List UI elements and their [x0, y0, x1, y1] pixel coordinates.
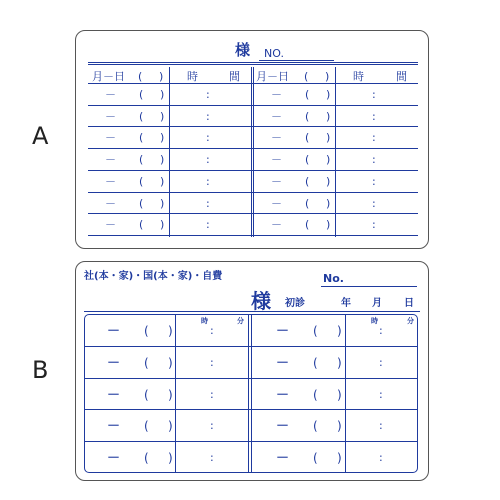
row-colon-2: :: [379, 355, 383, 369]
row-divider: [84, 409, 418, 410]
center-divider-2: [253, 67, 254, 237]
row-dash: －: [105, 174, 116, 188]
row-dash: －: [105, 88, 116, 101]
sama-label: 様: [251, 289, 271, 313]
row-dash: －: [107, 355, 121, 371]
fun-label-2: 分: [407, 317, 414, 325]
row-colon: :: [210, 324, 214, 337]
center-divider: [248, 314, 249, 473]
row-divider: [88, 105, 418, 106]
row-paren-close-2: ): [326, 218, 331, 232]
header-kan-2: 間: [396, 70, 407, 83]
row-dash: －: [105, 153, 116, 167]
row-dash: －: [105, 109, 116, 123]
row-colon-2: :: [372, 174, 376, 188]
row-paren-close: ): [160, 196, 165, 210]
row-paren-close: ): [160, 153, 165, 167]
row-colon: :: [206, 218, 210, 232]
row-paren-open-2: (: [313, 419, 318, 434]
row-paren-open-2: (: [313, 451, 318, 466]
row-paren-close-2: ): [326, 131, 331, 145]
header-ji: 時: [187, 70, 198, 83]
row-dash: －: [105, 131, 116, 145]
row-dash-2: －: [276, 387, 290, 403]
paren-divider: [175, 314, 176, 473]
row-paren-open: (: [144, 324, 149, 338]
fun-label: 分: [237, 317, 244, 325]
center-divider: [251, 67, 252, 237]
col-divider-2: [335, 67, 336, 237]
row-paren-open-2: (: [305, 109, 310, 123]
row-dash: －: [107, 387, 121, 403]
row-paren-close-2: ): [326, 109, 331, 123]
sama-label: 様: [235, 41, 251, 59]
row-paren-open-2: (: [305, 131, 310, 145]
center-divider-2: [251, 314, 252, 473]
row-divider: [88, 148, 418, 149]
row-dash-2: －: [276, 451, 290, 467]
title-underline-2: [88, 64, 418, 65]
row-paren-open: (: [139, 153, 144, 167]
row-colon: :: [210, 419, 214, 433]
shoshin-label: 初診: [285, 298, 305, 309]
ji-label-2: 時: [371, 317, 378, 325]
header-underline: [88, 83, 418, 84]
row-colon-2: :: [372, 109, 376, 123]
label-b: B: [32, 356, 49, 384]
header-paren-close: ): [159, 70, 164, 83]
row-paren-open: (: [139, 196, 144, 210]
no-label: NO.: [264, 47, 284, 60]
header-kan: 間: [229, 70, 240, 83]
row-paren-open-2: (: [305, 196, 310, 210]
row-colon: :: [206, 109, 210, 123]
row-paren-open: (: [139, 88, 144, 101]
card-a: [75, 30, 429, 249]
row-colon: :: [206, 174, 210, 188]
paren-divider-2: [345, 314, 346, 473]
row-colon: :: [206, 88, 210, 101]
row-paren-close-2: ): [337, 419, 342, 434]
row-divider: [88, 126, 418, 127]
header-date-2: 月－日: [256, 70, 289, 83]
row-paren-open-2: (: [305, 218, 310, 232]
row-paren-open: (: [139, 131, 144, 145]
header-date: 月－日: [92, 70, 125, 83]
row-divider: [88, 170, 418, 171]
row-divider: [88, 213, 418, 214]
row-dash-2: －: [276, 324, 290, 339]
row-dash-2: －: [271, 131, 282, 145]
row-paren-close: ): [168, 419, 173, 434]
row-colon: :: [210, 387, 214, 401]
row-colon-2: :: [372, 153, 376, 167]
row-paren-open-2: (: [305, 174, 310, 188]
row-divider: [88, 192, 418, 193]
row-colon-2: :: [379, 387, 383, 401]
row-paren-close-2: ): [337, 324, 342, 338]
row-paren-close-2: ): [337, 451, 342, 466]
row-colon: :: [206, 153, 210, 167]
row-colon-2: :: [372, 196, 376, 210]
row-paren-open: (: [139, 109, 144, 123]
card-b: [75, 261, 429, 481]
header-ji-2: 時: [353, 70, 364, 83]
row-paren-close: ): [160, 218, 165, 232]
row-colon-2: :: [379, 451, 383, 465]
col-divider: [169, 67, 170, 237]
row-paren-close: ): [168, 324, 173, 338]
row-paren-open: (: [139, 218, 144, 232]
row-divider: [88, 235, 418, 236]
row-paren-close-2: ): [337, 355, 342, 370]
row-colon-2: :: [379, 419, 383, 433]
row-paren-close-2: ): [337, 387, 342, 402]
insurance-type: 社(本・家)・国(本・家)・自費: [84, 271, 223, 282]
row-colon: :: [210, 451, 214, 465]
row-divider: [84, 441, 418, 442]
row-paren-close-2: ): [326, 88, 331, 101]
row-colon: :: [210, 355, 214, 369]
day-label: 日: [404, 298, 414, 309]
row-paren-close-2: ): [326, 196, 331, 210]
row-dash-2: －: [271, 88, 282, 101]
row-paren-close: ): [168, 451, 173, 466]
row-paren-open: (: [144, 387, 149, 402]
row-dash: －: [107, 451, 121, 467]
row-paren-close: ): [168, 387, 173, 402]
row-colon: :: [206, 131, 210, 145]
row-dash-2: －: [271, 174, 282, 188]
row-paren-close: ): [160, 109, 165, 123]
row-paren-close: ): [160, 88, 165, 101]
month-label: 月: [372, 298, 382, 309]
row-dash-2: －: [271, 109, 282, 123]
row-paren-open-2: (: [305, 88, 310, 101]
label-a: A: [32, 122, 49, 150]
ji-label: 時: [201, 317, 208, 325]
row-paren-close-2: ): [326, 174, 331, 188]
row-colon-2: :: [379, 324, 383, 337]
row-dash-2: －: [276, 419, 290, 435]
row-dash: －: [105, 196, 116, 210]
row-paren-open: (: [144, 419, 149, 434]
row-dash: －: [107, 419, 121, 435]
row-dash-2: －: [271, 218, 282, 232]
row-colon: :: [206, 196, 210, 210]
row-dash: －: [105, 218, 116, 232]
row-dash-2: －: [271, 196, 282, 210]
row-dash: －: [107, 324, 121, 339]
row-colon-2: :: [372, 218, 376, 232]
row-paren-close: ): [160, 174, 165, 188]
no-underline: [259, 60, 334, 61]
header-paren-close-2: ): [325, 70, 330, 83]
row-paren-close-2: ): [326, 153, 331, 167]
row-paren-open-2: (: [313, 355, 318, 370]
row-paren-open-2: (: [313, 324, 318, 338]
row-dash-2: －: [276, 355, 290, 371]
header-paren-open-2: (: [304, 70, 309, 83]
no-label: No.: [323, 272, 344, 285]
year-label: 年: [341, 298, 351, 309]
row-paren-close: ): [168, 355, 173, 370]
row-paren-open: (: [144, 355, 149, 370]
title-underline: [88, 62, 418, 63]
row-colon-2: :: [372, 88, 376, 101]
name-underline: [84, 311, 420, 312]
header-paren-open: (: [138, 70, 143, 83]
row-divider: [84, 378, 418, 379]
row-paren-open-2: (: [313, 387, 318, 402]
row-paren-open-2: (: [305, 153, 310, 167]
no-underline: [321, 286, 417, 287]
row-divider: [84, 346, 418, 347]
row-colon-2: :: [372, 131, 376, 145]
row-paren-open: (: [139, 174, 144, 188]
row-paren-open: (: [144, 451, 149, 466]
row-dash-2: －: [271, 153, 282, 167]
row-paren-close: ): [160, 131, 165, 145]
